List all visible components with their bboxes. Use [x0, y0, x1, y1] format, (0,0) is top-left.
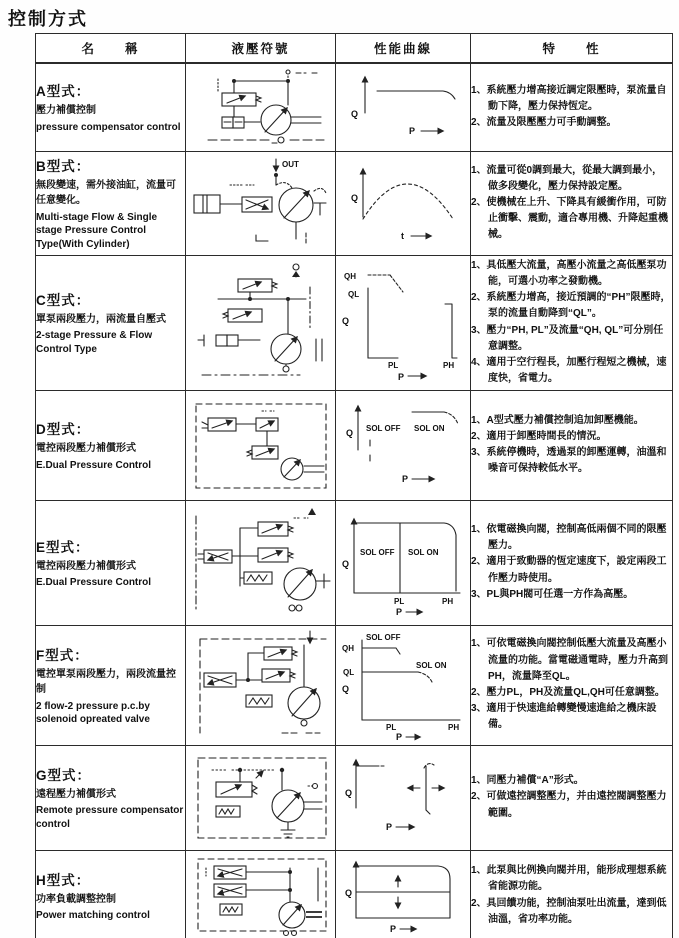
features-cell-c — [471, 255, 673, 390]
header-hydraulic-symbol: 液壓符號 — [186, 34, 336, 64]
features-cell-f — [471, 625, 673, 745]
svg-text:SOL ON: SOL ON — [408, 547, 439, 557]
svg-text:SOL OFF: SOL OFF — [360, 547, 395, 557]
feature-item: 2、壓力PL，PH及流量QL,QH可任意調整。 — [471, 687, 665, 698]
name-cell-g — [36, 745, 186, 850]
type-name-zh: 電控兩段壓力補償形式 — [36, 560, 136, 572]
symbol-cell-a — [186, 63, 336, 151]
svg-text:SOL ON: SOL ON — [416, 661, 447, 670]
performance-curve-chart — [343, 67, 463, 147]
type-title: C型式： — [36, 292, 91, 308]
feature-item: 3、適用于快速進給轉變慢速進給之機床設備。 — [471, 703, 657, 731]
feature-item: 1、具低壓大流量，高壓小流量之高低壓泵功能，可選小功率之發動機。 — [471, 259, 667, 287]
control-methods-table — [35, 33, 673, 938]
hydraulic-circuit-icon — [188, 155, 334, 251]
symbol-cell-b — [186, 151, 336, 255]
type-title: H型式： — [36, 872, 91, 888]
feature-item: 2、可做遠控調整壓力，并由遠控閥調整壓力範圍。 — [471, 791, 667, 819]
type-title: G型式： — [36, 767, 92, 783]
feature-item: 2、適用于卸壓時間長的情況。 — [471, 430, 607, 442]
type-title: A型式： — [36, 84, 91, 100]
table-row — [36, 255, 673, 390]
type-name-en: Remote pressure compensator control — [36, 805, 184, 830]
type-name-en: E.Dual Pressure Control — [36, 577, 152, 588]
svg-text:PH: PH — [442, 596, 454, 606]
features-cell-a — [471, 63, 673, 151]
performance-curve-chart — [340, 394, 466, 496]
svg-text:PL: PL — [394, 596, 405, 606]
type-name-en: Multi-stage Flow & Single stage Pressure Control Type(With Cylinder) — [36, 211, 158, 250]
feature-item: 2、具回饋功能，控制油泵吐出流量，達到低油溫，省功率功能。 — [471, 897, 667, 925]
svg-text:PL: PL — [388, 360, 399, 370]
name-cell-a — [36, 63, 186, 151]
hydraulic-circuit-icon — [188, 259, 334, 387]
type-name-zh: 壓力補償控制 — [36, 105, 96, 117]
feature-item: 2、流量及限壓壓力可手動調整。 — [471, 117, 617, 129]
type-title: D型式： — [36, 422, 91, 437]
header-row — [36, 34, 673, 64]
svg-text:Q: Q — [345, 887, 353, 898]
performance-curve-chart — [343, 157, 463, 249]
svg-text:P: P — [396, 732, 403, 742]
type-title: E型式： — [36, 539, 90, 555]
hydraulic-circuit-icon — [188, 750, 334, 846]
type-name-en: 2 flow-2 pressure p.c.by solenoid opreated valve — [36, 700, 150, 725]
curve-cell-e — [336, 500, 471, 625]
table-row — [36, 745, 673, 850]
type-name-en: pressure compensator control — [36, 121, 181, 133]
type-name-zh: 電控兩段壓力補償形式 — [36, 443, 136, 454]
svg-text:PH: PH — [448, 723, 460, 732]
svg-text:QL: QL — [343, 668, 355, 677]
name-cell-f — [36, 625, 186, 745]
hydraulic-circuit-icon — [188, 67, 334, 147]
type-name-en: E.Dual Pressure Control — [36, 459, 152, 471]
svg-text:SOL OFF: SOL OFF — [366, 424, 401, 433]
symbol-cell-d — [186, 390, 336, 500]
performance-curve-chart — [340, 262, 466, 384]
hydraulic-circuit-icon — [188, 854, 334, 938]
feature-item: 3、系統停機時，透過泵的卸壓運轉，油溫和噪音可保持較低水平。 — [471, 447, 667, 475]
header-characteristics: 特 性 — [471, 34, 673, 64]
name-cell-d — [36, 390, 186, 500]
svg-text:QL: QL — [348, 289, 360, 299]
symbol-cell-h — [186, 850, 336, 938]
svg-text:PH: PH — [443, 360, 455, 370]
symbol-cell-e — [186, 500, 336, 625]
type-name-en: Power matching control — [36, 910, 150, 921]
svg-text:Q: Q — [342, 315, 350, 326]
type-name-zh: 無段變速，需外接油缸，流量可任意變化。 — [36, 179, 176, 207]
performance-curve-chart — [340, 507, 466, 619]
feature-item: 2、使機械在上升、下降具有緩衝作用，可防止衝擊、震動，適合專用機、升降起重機械。 — [471, 196, 668, 241]
port-label: OUT — [281, 160, 299, 169]
svg-text:Q: Q — [345, 787, 353, 798]
svg-text:P: P — [409, 126, 416, 137]
feature-item: 1、流量可從0調到最大，從最大調到最小，做多段變化，壓力保持設定壓。 — [471, 164, 663, 192]
feature-item: 1、系統壓力增高接近調定限壓時，泵流量自動下降，壓力保持恆定。 — [471, 84, 667, 113]
header-performance-curve: 性能曲線 — [336, 34, 471, 64]
curve-cell-f — [336, 625, 471, 745]
svg-text:PL: PL — [386, 723, 397, 732]
svg-text:Q: Q — [342, 684, 350, 694]
symbol-cell-f — [186, 625, 336, 745]
svg-text:SOL ON: SOL ON — [414, 424, 445, 433]
feature-item: 1、可依電磁換向閥控制低壓大流量及高壓小流量的功能。當電磁通電時，壓力升高到PH，流量降至QL。 — [471, 638, 668, 682]
table-row — [36, 625, 673, 745]
svg-text:P: P — [390, 923, 397, 934]
svg-text:Q: Q — [346, 428, 354, 438]
feature-item: 2、系統壓力增高，接近預調的“PH”限壓時，泵的流量自動降到“QL”。 — [471, 292, 671, 320]
features-cell-g — [471, 745, 673, 850]
symbol-cell-g — [186, 745, 336, 850]
table-row — [36, 151, 673, 255]
svg-text:QH: QH — [344, 271, 356, 281]
svg-text:P: P — [386, 821, 393, 832]
svg-text:Q: Q — [351, 193, 359, 203]
page-title: 控制方式 — [8, 9, 88, 29]
type-name-zh: 電控單泵兩段壓力，兩段流量控制 — [36, 668, 176, 695]
type-name-en: 2-stage Pressure & Flow Control Type — [36, 330, 153, 355]
svg-text:SOL OFF: SOL OFF — [366, 633, 401, 642]
name-cell-b — [36, 151, 186, 255]
feature-item: 1、此泵與比例換向閥并用，能形成理想系統省能源功能。 — [471, 865, 667, 893]
table-row — [36, 850, 673, 938]
type-title: F型式： — [36, 647, 89, 663]
header-name: 名 稱 — [36, 34, 186, 64]
table-row — [36, 390, 673, 500]
type-title: B型式： — [36, 158, 91, 174]
curve-cell-h — [336, 850, 471, 938]
feature-item: 3、PL與PH閥可任選一方作為高壓。 — [471, 588, 634, 600]
svg-text:Q: Q — [351, 109, 359, 120]
performance-curve-chart — [340, 854, 466, 938]
features-cell-e — [471, 500, 673, 625]
feature-item: 3、壓力“PH, PL”及流量“QH, QL”可分別任意調整。 — [471, 324, 664, 352]
hydraulic-circuit-icon — [188, 394, 334, 496]
performance-curve-chart — [340, 750, 466, 846]
table-row — [36, 500, 673, 625]
curve-cell-d — [336, 390, 471, 500]
table-row — [36, 63, 673, 151]
feature-item: 1、依電磁換向閥，控制高低兩個不同的限壓壓力。 — [471, 524, 667, 552]
features-cell-d — [471, 390, 673, 500]
curve-cell-a — [336, 63, 471, 151]
svg-text:P: P — [402, 474, 409, 484]
feature-item: 1、A型式壓力補償控制追加卸壓機能。 — [471, 414, 644, 426]
curve-cell-g — [336, 745, 471, 850]
svg-text:t: t — [401, 231, 404, 241]
curve-cell-b — [336, 151, 471, 255]
name-cell-e — [36, 500, 186, 625]
feature-item: 4、適用于空行程長，加壓行程短之機械，速度快，省電力。 — [471, 356, 667, 385]
performance-curve-chart — [340, 628, 466, 742]
type-name-zh: 單泵兩段壓力，兩流量自壓式 — [36, 313, 166, 325]
curve-cell-c — [336, 255, 471, 390]
svg-text:QH: QH — [342, 644, 354, 653]
features-cell-h — [471, 850, 673, 938]
hydraulic-circuit-icon — [188, 504, 334, 622]
svg-text:Q: Q — [342, 558, 350, 569]
name-cell-c — [36, 255, 186, 390]
feature-item: 1、同壓力補償“A”形式。 — [471, 775, 584, 787]
svg-text:P: P — [398, 371, 405, 382]
hydraulic-circuit-icon — [188, 629, 334, 741]
feature-item: 2、適用于致動器的恆定速度下，設定兩段工作壓力時使用。 — [471, 556, 667, 584]
type-name-zh: 功率負載調整控制 — [36, 893, 116, 905]
type-name-zh: 遠程壓力補償形式 — [36, 788, 116, 800]
symbol-cell-c — [186, 255, 336, 390]
name-cell-h — [36, 850, 186, 938]
svg-text:P: P — [396, 606, 403, 617]
features-cell-b — [471, 151, 673, 255]
